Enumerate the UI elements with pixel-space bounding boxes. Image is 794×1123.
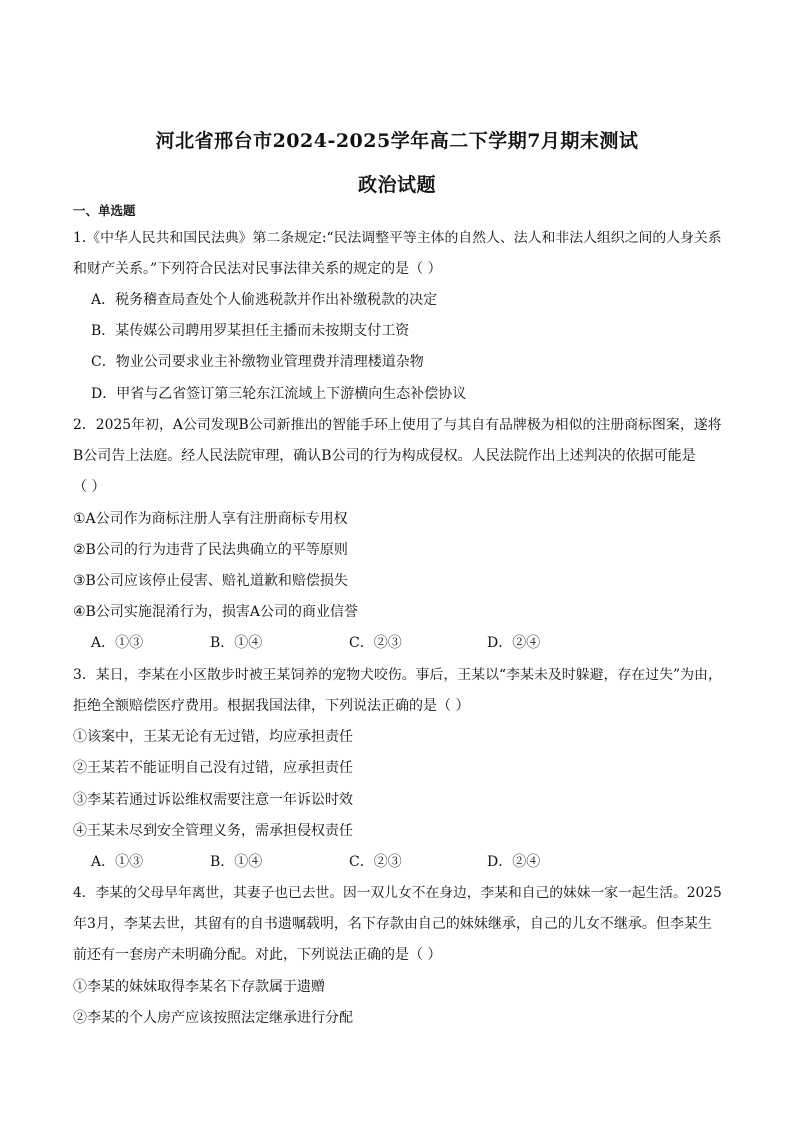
q2-choice-d: D．②④ [487, 635, 541, 651]
q2-choice-c: C．②③ [349, 635, 402, 651]
q3-statement-3: ③李某若通过诉讼维权需要注意一年诉讼时效 [73, 792, 353, 808]
q2-statement-1: ①A公司作为商标注册人享有注册商标专用权 [73, 511, 348, 527]
q1-stem-line2: 和财产关系。”下列符合民法对民事法律关系的规定的是（ ） [73, 261, 442, 277]
q3-statement-1: ①该案中，王某无论有无过错，均应承担责任 [73, 729, 353, 745]
q2-stem-line2: B公司告上法庭。经人民法院审理，确认B公司的行为构成侵权。人民法院作出上述判决的依据可能是 [73, 448, 696, 464]
q1-stem-line1: 1.《中华人民共和国民法典》第二条规定:“民法调整平等主体的自然人、法人和非法人组织之间的人身关系 [73, 230, 722, 246]
q3-choice-c: C．②③ [349, 854, 402, 870]
q2-statement-3: ③B公司应该停止侵害、赔礼道歉和赔偿损失 [73, 573, 348, 589]
q3-stem-line2: 拒绝全额赔偿医疗费用。根据我国法律，下列说法正确的是（ ） [73, 698, 470, 714]
q4-stem-line1: 4．李某的父母早年离世，其妻子也已去世。因一双儿女不在身边，李某和自己的妹妹一家一起生活。2025 [73, 885, 722, 901]
q3-statement-2: ②王某若不能证明自己没有过错，应承担责任 [73, 760, 353, 776]
q2-stem-line3: （ ） [73, 479, 106, 495]
q4-statement-1: ①李某的妹妹取得李某名下存款属于遗赠 [73, 979, 325, 995]
q2-choice-b: B．①④ [210, 635, 263, 651]
q4-stem-line3: 前还有一套房产未明确分配。对此，下列说法正确的是（ ） [73, 947, 442, 963]
q2-stem-line1: 2．2025年初，A公司发现B公司新推出的智能手环上使用了与其自有品牌极为相似的注册商标图案，遂将 [73, 417, 722, 433]
q3-stem-line1: 3．某日，李某在小区散步时被王某饲养的宠物犬咬伤。事后，王某以“李某未及时躲避，存在过失”为由， [73, 667, 722, 683]
q1-option-d: D．甲省与乙省签订第三轮东江流域上下游横向生态补偿协议 [91, 386, 467, 402]
section-heading: 一、单选题 [73, 203, 136, 218]
q2-statement-2: ②B公司的行为违背了民法典确立的平等原则 [73, 542, 348, 558]
q4-statement-2: ②李某的个人房产应该按照法定继承进行分配 [73, 1010, 353, 1026]
q2-statement-4: ④B公司实施混淆行为，损害A公司的商业信誉 [73, 604, 358, 620]
q1-option-c: C．物业公司要求业主补缴物业管理费并清理楼道杂物 [91, 354, 424, 370]
q4-stem-line2: 年3月，李某去世，其留有的自书遗嘱载明，名下存款由自己的妹妹继承，自己的儿女不继承。但李某生 [73, 916, 712, 932]
q3-statement-4: ④王某未尽到安全管理义务，需承担侵权责任 [73, 823, 353, 839]
q1-option-a: A．税务稽查局查处个人偷逃税款并作出补缴税款的决定 [91, 292, 438, 308]
exam-title: 河北省邢台市2024-2025学年高二下学期7月期末测试 [155, 130, 639, 152]
q2-choice-a: A．①③ [91, 635, 144, 651]
q3-choice-a: A．①③ [91, 854, 144, 870]
q1-option-b: B．某传媒公司聘用罗某担任主播而未按期支付工资 [91, 323, 410, 339]
q3-choice-b: B．①④ [210, 854, 263, 870]
exam-subtitle: 政治试题 [357, 174, 436, 196]
q3-choice-d: D．②④ [487, 854, 541, 870]
